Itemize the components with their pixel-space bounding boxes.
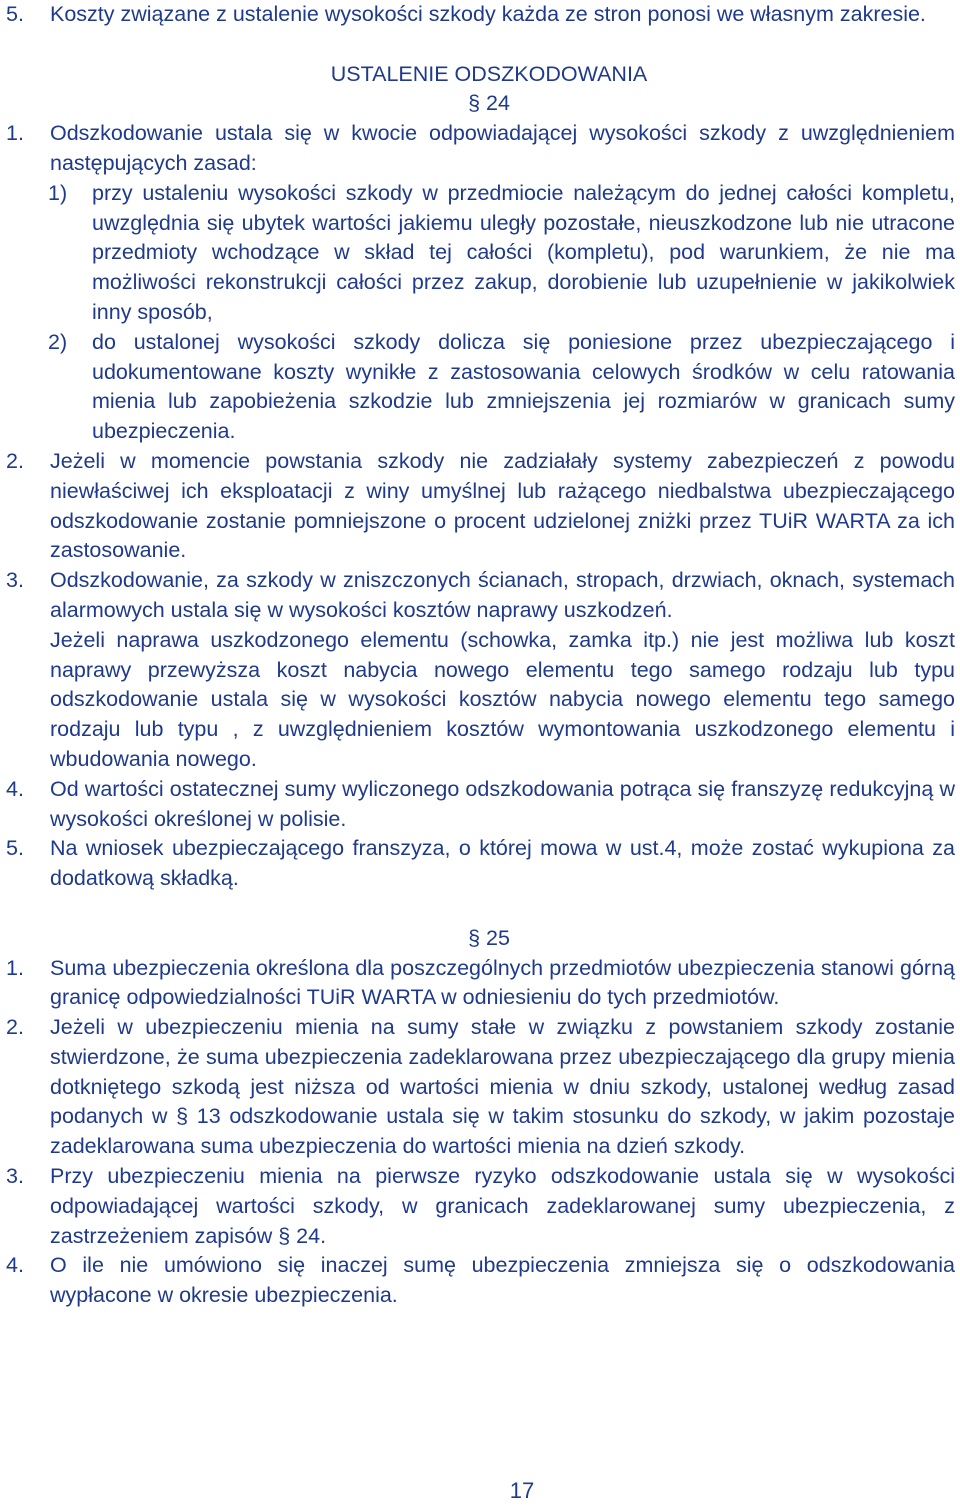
clause-text: Odszkodowanie ustala się w kwocie odpowiadającej wysokości szkody z uwzględnieniem następujących zasad: [50,121,955,175]
clause-text: Koszty związane z ustalenie wysokości szkody każda ze stron ponosi we własnym zakresie. [50,2,926,26]
clause-continuation: Jeżeli naprawa uszkodzonego elementu (schowka, zamka itp.) nie jest możliwa lub koszt naprawy przewyższa koszt nabycia nowego elementu tego samego rodzaju lub typu odszkodowanie ustala się w wysokości kosztów nabycia nowego elementu tego samego rodzaju lub typu , z uwzględnieniem kosztów wymontowania uszkodzonego elementu i wbudowania nowego. [50,627,955,771]
clause-text: do ustalonej wysokości szkody dolicza się poniesione przez ubezpieczającego i udokumentowane koszty wynikłe z zastosowania celowych środków w celu ratowania mienia lub zapobieżenia szkodzie lub zmniejszenia jej rozmiarów w granicach sumy ubezpieczenia. [92,329,955,444]
clause-text: Jeżeli w momencie powstania szkody nie zadziałały systemy zabezpieczeń z powodu niewłaściwej ich eksploatacji z winy umyślnej lub rażącego niedbalstwa ubezpieczającego odszkodowanie zostanie pomniejszone o procent udzielonej zniżki przez TUiR WARTA za ich zastosowanie. [50,448,955,563]
clause-item [0,1162,955,1251]
clause-text: Suma ubezpieczenia określona dla poszczególnych przedmiotów ubezpieczenia stanowi górną granicę odpowiedzialności TUiR WARTA w odniesieniu do tych przedmiotów. [50,955,955,1010]
clause-number: 5. [6,836,24,861]
sub-clause-item [0,328,955,447]
clause-text: Przy ubezpieczeniu mienia na pierwsze ryzyko odszkodowanie ustala się w wysokości odpowiadającej wartości szkody, w granicach zadeklarowanej sumy ubezpieczenia, z zastrzeżeniem zapisów § 24. [50,1164,955,1248]
clause-item [0,954,955,1014]
clause-number: 5. [6,2,24,26]
paragraph-sign: § 24 [468,91,510,116]
clause-number: 2. [6,448,24,473]
clause-number: 3. [6,1164,24,1189]
clause-number: 2) [48,329,68,354]
clause-item [0,447,955,566]
clause-text: przy ustaleniu wysokości szkody w przedmiocie należącym do jednej całości kompletu, uwzględnia się ubytek wartości jakiemu uległy pozostałe, nieuszkodzone lub nie utracone przedmioty wchodzące w skład tej całości (kompletu), pod warunkiem, że nie ma możliwości rekonstrukcji całości przez zakup, dorobienie lub uzupełnienie w jakikolwiek inny sposób, [92,180,955,324]
paragraph-sign: § 25 [468,925,510,950]
page-number: 17 [509,1478,535,1503]
clause-number: 1) [48,180,68,205]
clause-text: Od wartości ostatecznej sumy wyliczonego odszkodowania potrąca się franszyzę redukcyjną w wysokości określonej w polisie. [50,776,955,831]
clause-number: 1. [6,955,24,980]
clause-item [0,119,955,179]
clause-number: 4. [6,776,24,801]
clause-number: 4. [6,1253,24,1278]
clause-text: Na wniosek ubezpieczającego franszyza, o której mowa w ust.4, może zostać wykupiona za dodatkową składką. [50,836,955,891]
clause-item [0,566,955,626]
clause-item [0,834,955,894]
clause-item [0,1251,955,1311]
clause-item [0,775,955,835]
clause-number: 2. [6,1015,24,1040]
clause-item [0,0,955,30]
clause-text: O ile nie umówiono się inaczej sumę ubezpieczenia zmniejsza się o odszkodowania wypłacone w okresie ubezpieczenia. [50,1253,955,1308]
sub-clause-item [0,179,955,328]
clause-number: 1. [6,121,24,146]
clause-item [0,1013,955,1162]
clause-number: 3. [6,568,24,593]
section-title: USTALENIE ODSZKODOWANIA [330,61,648,86]
clause-text: Odszkodowanie, za szkody w zniszczonych ścianach, stropach, drzwiach, oknach, systemach alarmowych ustala się w wysokości kosztów naprawy uszkodzeń. [50,568,955,622]
clause-text: Jeżeli w ubezpieczeniu mienia na sumy stałe w związku z powstaniem szkody zostanie stwierdzone, że suma ubezpieczenia zadeklarowana przez ubezpieczającego dla grupy mienia dotkniętego szkodą jest niższa od wartości mienia w dniu szkody, ustalonej według zasad podanych w § 13 odszkodowanie ustala się w takim stosunku do szkody, w jakim pozostaje zadeklarowana suma ubezpieczenia do wartości mienia na dzień szkody. [50,1015,955,1159]
